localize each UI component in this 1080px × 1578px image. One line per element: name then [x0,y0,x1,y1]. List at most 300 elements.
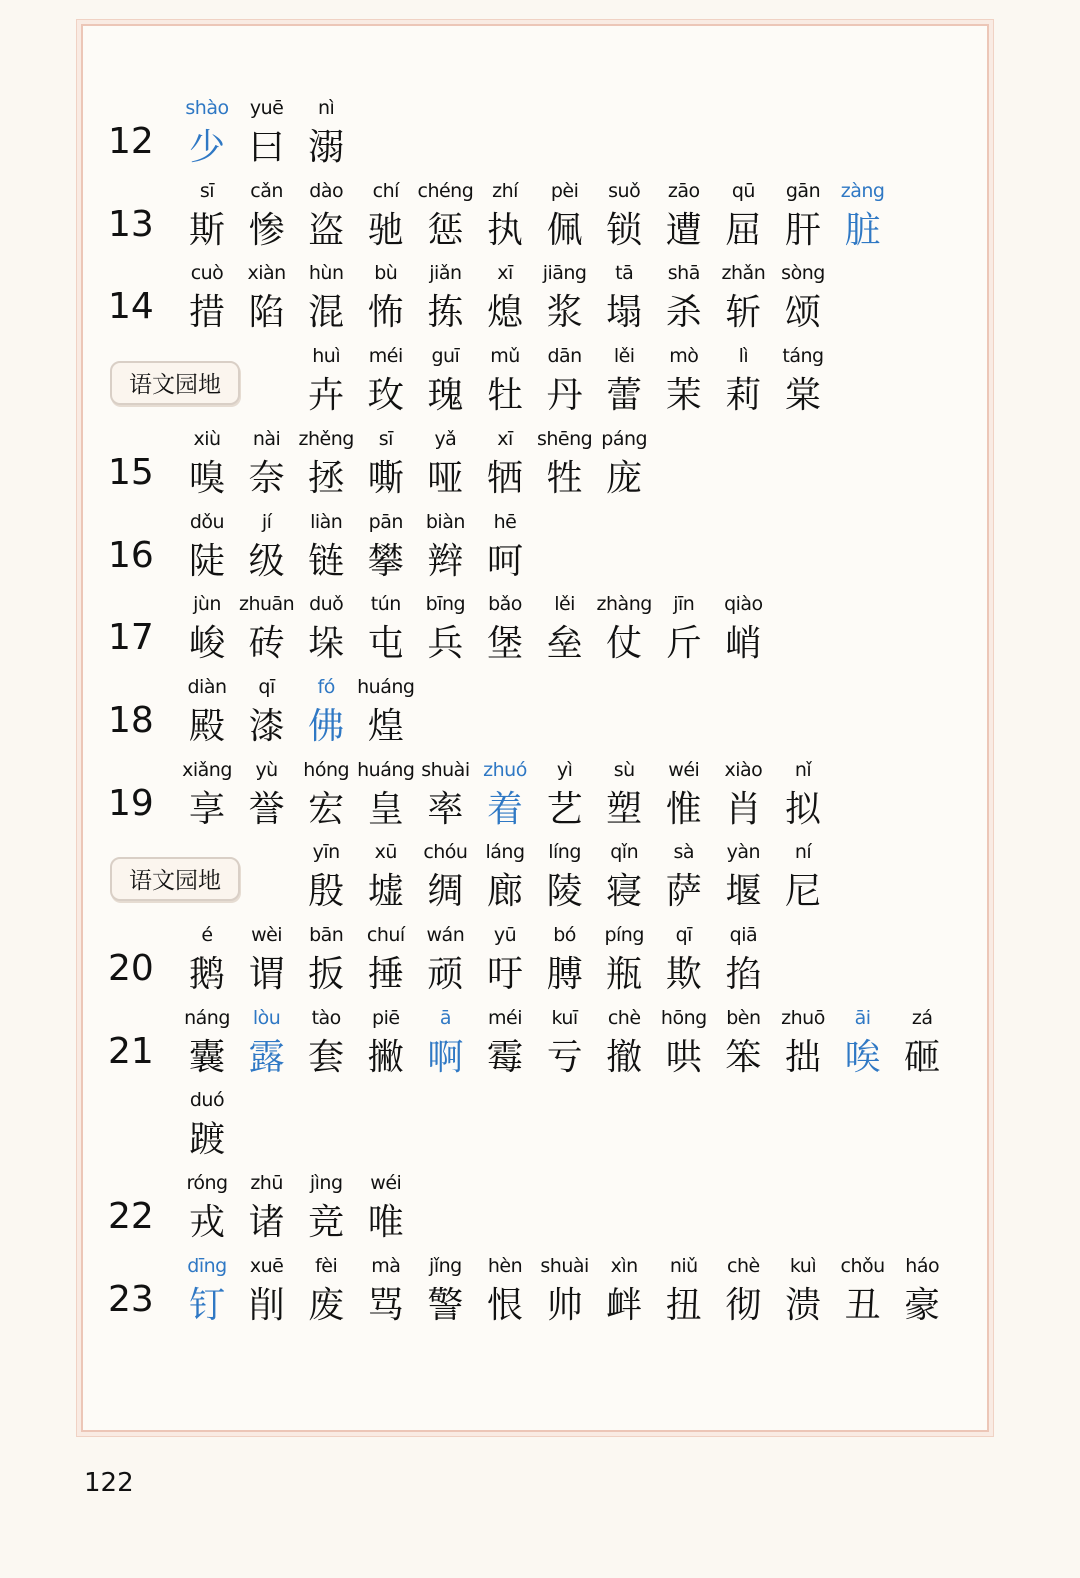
char-cell [892,1003,952,1083]
hanzi: 拟 [784,788,821,830]
lesson-row [0,1168,1080,1250]
char-cell [654,837,714,917]
char-cell [356,837,416,917]
char-cell [356,341,416,421]
pinyin: yū [493,924,517,946]
char-cell [654,341,714,421]
char-cell [356,920,416,1000]
char-cell [177,1251,237,1331]
hanzi: 辫 [427,540,464,582]
pinyin: líng [548,841,581,864]
char-cell [415,507,475,587]
pinyin: zhuān [238,593,295,616]
lesson-number: 14 [108,286,154,328]
pinyin: bó [553,924,576,946]
pinyin: ā [439,1006,451,1029]
pinyin: huáng [357,675,415,698]
char-cell [594,424,654,504]
pinyin: yǎ [434,427,457,450]
lesson-number: 21 [108,1030,154,1072]
char-cell [654,920,714,1000]
pinyin: chí [372,179,399,202]
char-cell [475,507,535,587]
pinyin: chè [727,1254,760,1277]
char-cell [356,424,416,504]
pinyin: wèi [251,924,283,946]
pinyin: mò [669,345,699,368]
pinyin: qǐn [610,841,639,864]
pinyin: qī [258,675,275,698]
hanzi: 陡 [188,540,225,582]
pinyin: tào [311,1006,341,1029]
char-cell [356,1251,416,1331]
pinyin: tún [370,593,401,616]
hanzi: 堰 [725,871,762,913]
pinyin: páng [601,427,648,450]
hanzi: 棠 [784,375,821,417]
char-cell [713,258,773,338]
hanzi: 嘶 [367,457,404,499]
hanzi: 惩 [427,209,464,251]
char-cell [773,837,833,917]
pinyin: hùn [308,262,344,285]
char-cell [237,1251,297,1331]
hanzi: 斯 [188,209,225,251]
lesson-number: 13 [108,203,154,245]
pinyin: shuài [421,758,470,781]
char-cell [296,507,356,587]
pinyin: āi [854,1006,871,1029]
char-cell [773,1251,833,1331]
garden-row [0,837,1080,919]
pinyin: nài [252,427,281,450]
char-cell [296,1168,356,1248]
pinyin: fó [317,675,335,698]
hanzi: 莉 [725,375,762,417]
lesson-number: 17 [108,617,154,659]
char-cell [356,672,416,752]
char-cell [237,589,297,669]
char-cell [237,176,297,256]
pinyin: náng [184,1006,230,1029]
pinyin: bù [374,262,398,285]
hanzi: 亏 [546,1036,583,1078]
pinyin: yàn [726,841,761,864]
pinyin: xī [497,427,513,450]
char-cell [475,258,535,338]
lesson-number: 22 [108,1196,154,1238]
hanzi: 寝 [606,871,643,913]
hanzi: 拙 [784,1036,821,1078]
char-cell [237,755,297,835]
pinyin: qiào [724,593,763,616]
char-cell [237,507,297,587]
hanzi: 峭 [725,623,762,665]
pinyin: jí [261,510,272,533]
pinyin: lěi [613,345,635,368]
char-cell [535,341,595,421]
pinyin: cuò [190,262,224,285]
pinyin: yuē [249,97,284,119]
hanzi: 殷 [308,871,345,913]
hanzi: 玫 [367,375,404,417]
pinyin: dīng [187,1254,227,1277]
hanzi: 谓 [248,954,285,995]
char-cell [415,1003,475,1083]
hanzi: 啊 [427,1036,464,1078]
pinyin: hóng [303,758,350,781]
pinyin: sī [378,427,393,450]
lesson-row [0,1003,1080,1085]
char-cell [535,589,595,669]
hanzi: 牺 [486,457,523,499]
lesson-number: 12 [108,121,154,162]
char-cell [594,258,654,338]
char-cell [296,837,356,917]
hanzi: 溺 [308,127,345,168]
hanzi: 骂 [367,1284,404,1326]
pinyin: háo [905,1254,940,1277]
hanzi: 牡 [486,375,523,417]
pinyin: dào [309,179,344,202]
hanzi: 绸 [427,871,464,913]
char-cell [773,755,833,835]
pinyin: lěi [554,593,575,616]
pinyin: yīn [312,841,340,864]
char-cell [296,258,356,338]
char-cell [296,93,356,173]
hanzi: 嗅 [188,457,225,499]
hanzi: 盗 [308,209,345,251]
pinyin: zhū [250,1172,283,1195]
hanzi: 措 [188,292,225,334]
lesson-row [0,176,1080,258]
hanzi: 庞 [606,457,643,499]
hanzi: 垛 [308,623,345,665]
hanzi: 陵 [546,871,583,913]
hanzi: 级 [248,540,285,582]
hanzi: 鹅 [188,954,225,995]
char-cell [475,1251,535,1331]
pinyin: chǒu [840,1254,885,1277]
hanzi: 帅 [546,1284,583,1326]
pinyin: láng [485,841,525,864]
char-cell [356,1003,416,1083]
hanzi: 链 [308,540,345,582]
char-cell [594,920,654,1000]
hanzi: 惨 [248,209,285,251]
char-cell [296,1251,356,1331]
lesson-row [0,672,1080,754]
pinyin: hèn [487,1254,523,1277]
hanzi: 戎 [188,1202,225,1244]
char-cell [713,341,773,421]
hanzi: 仗 [606,623,643,665]
hanzi: 套 [308,1036,345,1078]
char-cell [177,755,237,835]
hanzi: 佛 [308,705,345,747]
pinyin: zhěng [298,427,354,450]
char-cell [177,424,237,504]
pinyin: mà [371,1254,401,1277]
pinyin: méi [488,1006,522,1029]
pinyin: piē [372,1006,400,1029]
pinyin: wéi [668,758,700,781]
char-cell [535,1003,595,1083]
pinyin: zhàng [596,593,652,616]
char-cell [237,1168,297,1248]
hanzi: 捶 [367,954,404,995]
char-cell [177,258,237,338]
char-cell [654,1251,714,1331]
hanzi: 誉 [248,788,285,830]
pinyin: chuí [366,924,405,946]
hanzi: 拯 [308,457,345,499]
hanzi: 撇 [367,1036,404,1078]
hanzi: 恨 [486,1284,523,1326]
char-cell [415,589,475,669]
hanzi: 欺 [665,954,702,995]
char-cell [177,176,237,256]
hanzi: 霉 [486,1036,523,1078]
garden-row [0,341,1080,423]
pinyin: zhǎn [721,262,766,285]
char-cell [415,258,475,338]
hanzi: 斤 [665,623,702,665]
hanzi: 执 [486,209,523,251]
hanzi: 丑 [844,1284,881,1326]
char-cell [237,920,297,1000]
lesson-row [0,920,1080,1002]
char-cell [296,424,356,504]
lesson-number: 19 [108,782,154,824]
char-cell [356,258,416,338]
lesson-number: 23 [108,1278,154,1320]
hanzi: 殿 [188,705,225,747]
hanzi: 塑 [606,788,643,830]
pinyin: shào [185,97,229,119]
hanzi: 奈 [248,457,285,499]
char-cell [773,176,833,256]
yuwen-yuandi-label: 语文园地 [110,857,240,901]
hanzi: 警 [427,1284,464,1326]
char-cell [535,1251,595,1331]
lesson-number: 15 [108,451,154,493]
hanzi: 竞 [308,1202,345,1244]
pinyin: cǎn [250,179,283,202]
pinyin: bèn [726,1006,761,1029]
pinyin: lòu [252,1006,281,1029]
hanzi: 膊 [546,954,583,995]
pinyin: xiǎng [182,758,232,781]
pinyin: bān [309,924,344,946]
hanzi: 廊 [486,871,523,913]
char-cell [356,176,416,256]
char-cell [594,1251,654,1331]
lesson-row [0,93,1080,175]
hanzi: 呵 [486,540,523,582]
pinyin: pān [368,510,403,533]
pinyin: zāo [667,179,700,202]
hanzi: 笨 [725,1036,762,1078]
pinyin: pèi [550,179,579,202]
pinyin: xū [374,841,397,864]
char-cell [475,920,535,1000]
hanzi: 兵 [427,623,464,665]
yuwen-yuandi-label: 语文园地 [110,361,240,405]
char-cell [654,176,714,256]
char-cell [415,755,475,835]
char-cell [296,589,356,669]
pinyin: sù [613,758,635,781]
char-cell [296,341,356,421]
pinyin: biàn [425,510,465,533]
hanzi: 脏 [844,209,881,251]
hanzi: 佩 [546,209,583,251]
char-cell [177,507,237,587]
char-cell [713,589,773,669]
lesson-number: 20 [108,948,154,989]
char-cell [475,341,535,421]
hanzi: 斩 [725,292,762,334]
page-number: 122 [84,1468,134,1498]
pinyin: guī [431,345,460,368]
pinyin: duǒ [309,593,344,616]
char-cell [892,1251,952,1331]
hanzi: 浆 [546,292,583,334]
hanzi: 牲 [546,457,583,499]
pinyin: wán [426,924,465,946]
pinyin: qiā [729,924,758,946]
hanzi: 着 [486,788,523,830]
hanzi: 丹 [546,375,583,417]
hanzi: 顽 [427,954,464,995]
hanzi: 拣 [427,292,464,334]
pinyin: huì [312,345,341,368]
pinyin: bīng [425,593,466,616]
pinyin: xiàn [247,262,286,285]
pinyin: kuī [551,1006,578,1029]
hanzi: 煌 [367,705,404,747]
char-cell [654,755,714,835]
pinyin: tā [615,262,634,285]
pinyin: chéng [417,179,474,202]
lesson-number: 18 [108,699,154,741]
hanzi: 塌 [606,292,643,334]
char-cell [237,424,297,504]
char-cell [594,341,654,421]
hanzi: 屯 [367,623,404,665]
hanzi: 少 [188,127,225,168]
char-cell [475,755,535,835]
char-cell [833,1003,893,1083]
hanzi: 囊 [188,1036,225,1078]
pinyin: qū [731,179,755,202]
char-cell [356,1168,416,1248]
hanzi: 哑 [427,457,464,499]
pinyin: hē [493,510,517,533]
pinyin: táng [782,345,824,368]
hanzi: 尼 [784,871,821,913]
hanzi: 废 [308,1284,345,1326]
lesson-row [0,1251,1080,1333]
hanzi: 诸 [248,1202,285,1244]
char-cell [296,672,356,752]
char-cell [713,755,773,835]
hanzi: 惟 [665,788,702,830]
hanzi: 唉 [844,1036,881,1078]
hanzi: 杀 [665,292,702,334]
pinyin: sà [673,841,695,864]
pinyin: ní [794,841,812,864]
pinyin: qī [675,924,692,946]
pinyin: jìng [309,1172,343,1195]
hanzi: 皇 [367,788,404,830]
char-cell [535,755,595,835]
hanzi: 峻 [188,623,225,665]
pinyin: shuài [540,1254,589,1277]
pinyin: shēng [536,427,593,450]
hanzi: 砖 [248,623,285,665]
hanzi: 陷 [248,292,285,334]
char-cell [535,920,595,1000]
char-cell [356,589,416,669]
hanzi: 踱 [188,1119,225,1161]
pinyin: mǔ [490,345,520,368]
char-cell [654,258,714,338]
char-cell [475,589,535,669]
char-cell [415,341,475,421]
hanzi: 卉 [308,375,345,417]
pinyin: huáng [357,758,415,781]
hanzi: 漆 [248,705,285,747]
hanzi: 豪 [904,1284,941,1326]
pinyin: jiǎn [429,262,462,285]
char-cell [177,672,237,752]
char-cell [535,424,595,504]
char-cell [296,920,356,1000]
char-cell [713,1003,773,1083]
hanzi: 扳 [308,954,345,995]
char-cell [475,837,535,917]
char-cell [237,93,297,173]
pinyin: xiù [193,427,221,450]
pinyin: diàn [187,675,227,698]
char-cell [237,258,297,338]
hanzi: 哄 [665,1036,702,1078]
char-cell [654,1003,714,1083]
char-cell [177,589,237,669]
lesson-row [0,424,1080,506]
hanzi: 溃 [784,1284,821,1326]
char-cell [177,1003,237,1083]
hanzi: 萨 [665,871,702,913]
char-cell [296,755,356,835]
char-cell [833,176,893,256]
pinyin: xuē [249,1254,284,1277]
pinyin: xī [497,262,513,285]
pinyin: dǒu [189,510,225,533]
hanzi: 吁 [486,954,523,995]
pinyin: niǔ [669,1254,698,1277]
hanzi: 混 [308,292,345,334]
char-cell [594,176,654,256]
char-cell [415,837,475,917]
pinyin: zhí [492,179,518,202]
hanzi: 衅 [606,1284,643,1326]
hanzi: 艺 [546,788,583,830]
char-cell [773,258,833,338]
